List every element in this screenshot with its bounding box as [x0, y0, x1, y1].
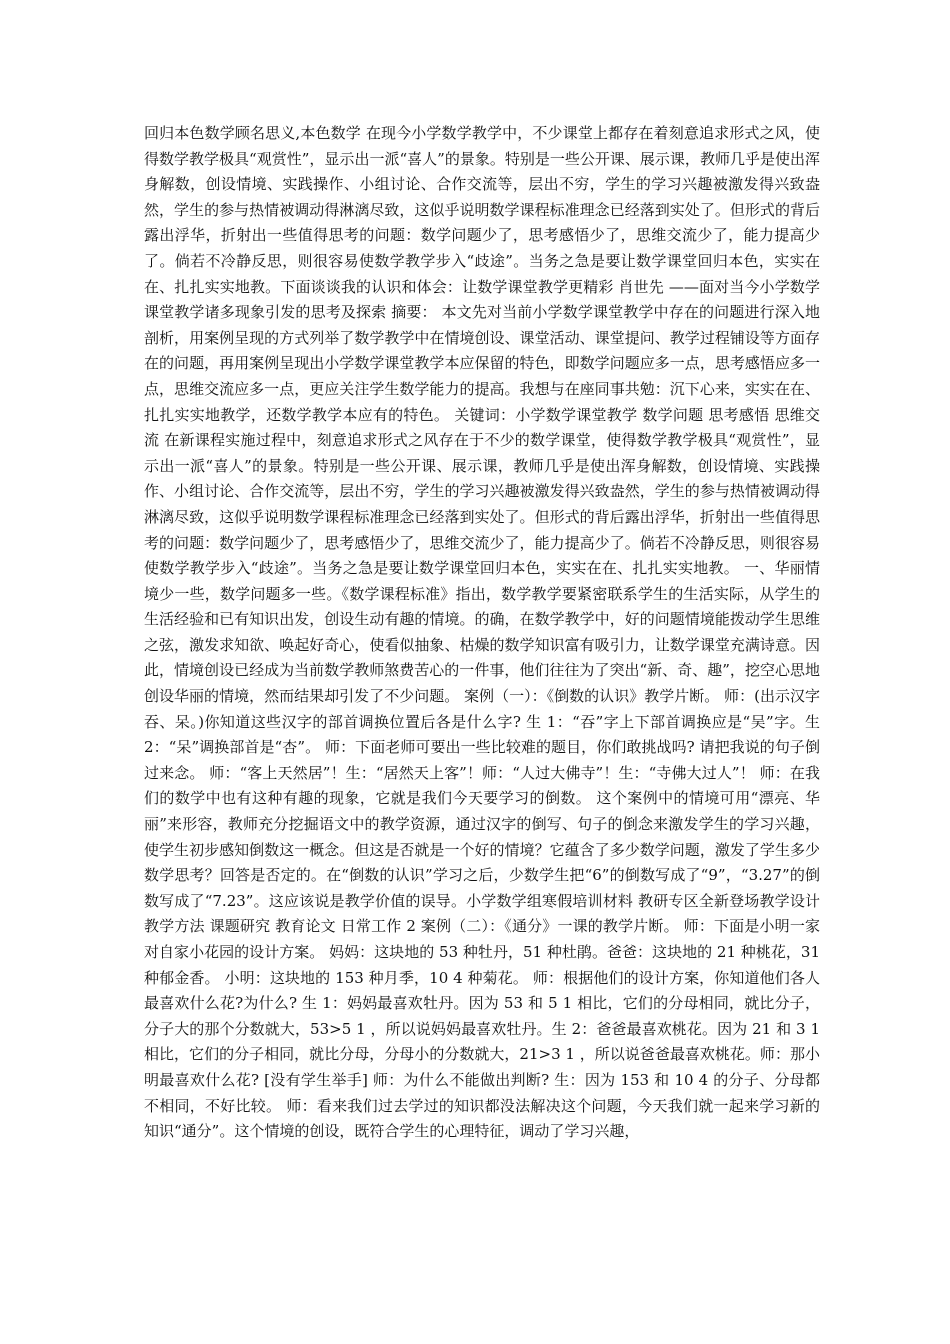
body-paragraph: 回归本色数学顾名思义,本色数学 在现今小学数学教学中，不少课堂上都存在着刻意追求形式之风，使得数学教学极具“观赏性”，显示出一派“喜人”的景象。特别是一些公开课、展示课，教师几乎是使出浑身解数，创设情境、实践操作、小组讨论、合作交流等，层出不穷，学生的学习兴趣被激发得兴致盎然，学生的参与热情被调动得淋漓尽致，这似乎说明数学课程标准理念已经落到实处了。但形式的背后露出浮华，折射出一些值得思考的问题：数学问题少了，思考感悟少了，思维交流少了，能力提高少了。倘若不冷静反思，则很容易使数学教学步入“歧途”。当务之急是要让数学课堂回归本色，实实在在、扎扎实实地教。下面谈谈我的认识和体会：让数学课堂教学更精彩 肖世先 ——面对当今小学数学课堂教学诸多现象引发的思考及探索 摘要： 本文先对当前小学数学课堂教学中存在的问题进行深入地剖析，用案例呈现的方式列举了数学教学中在情境创设、课堂活动、课堂提问、教学过程铺设等方面存在的问题，再用案例呈现出小学数学课堂教学本应保留的特色，即数学问题应多一点，思考感悟应多一点，思维交流应多一点，更应关注学生数学能力的提高。我想与在座同事共勉：沉下心来，实实在在、扎扎实实地教学，还数学教学本应有的特色。 关键词：小学数学课堂教学 数学问题 思考感悟 思维交流 在新课程实施过程中，刻意追求形式之风存在于不少的数学课堂，使得数学教学极具“观赏性”，显示出一派“喜人”的景象。特别是一些公开课、展示课，教师几乎是使出浑身解数，创设情境、实践操作、小组讨论、合作交流等，层出不穷，学生的学习兴趣被激发得兴致盎然，学生的参与热情被调动得淋漓尽致，这似乎说明数学课程标准理念已经落到实处了。但形式的背后露出浮华，折射出一些值得思考的问题：数学问题少了，思考感悟少了，思维交流少了，能力提高少了。倘若不冷静反思，则很容易使数学教学步入“歧途”。当务之急是要让数学课堂回归本色，实实在在、扎扎实实地教。 一、华丽情境少一些，数学问题多一些。《数学课程标准》指出，数学教学要紧密联系学生的生活实际，从学生的生活经验和已有知识出发，创设生动有趣的情境。的确，在数学教学中，好的问题情境能拨动学生思维之弦，激发求知欲、唤起好奇心，使看似抽象、枯燥的数学知识富有吸引力，让数学课堂充满诗意。因此，情境创设已经成为当前数学教师煞费苦心的一件事，他们往往为了突出“新、奇、趣”，挖空心思地创设华丽的情境，然而结果却引发了不少问题。 案例（一）：《倒数的认识》教学片断。 师：(出示汉字吞、呆。)你知道这些汉字的部首调换位置后各是什么字? 生 1：“吞”字上下部首调换应是“吴”字。生 2：“呆”调换部首是“杏”。 师：下面老师可要出一些比较难的题目，你们敢挑战吗? 请把我说的句子倒过来念。 师：“客上天然居”！生：“居然天上客”！师：“人过大佛寺”！生：“寺佛大过人”！ 师：在我们的数学中也有这种有趣的现象，它就是我们今天要学习的倒数。 这个案例中的情境可用“漂亮、华丽”来形容，教师充分挖掘语文中的教学资源，通过汉字的倒写、句子的倒念来激发学生的学习兴趣，使学生初步感知倒数这一概念。但这是否就是一个好的情境？它蕴含了多少数学问题，激发了学生多少数学思考？回答是否定的。在“倒数的认识”学习之后，少数学生把“6”的倒数写成了“9”，“3.27”的倒数写成了“7.23”。这应该说是教学价值的误导。小学数学组寒假培训材料 教研专区全新登场教学设计 教学方法 课题研究 教育论文 日常工作 2 案例（二）：《通分》一课的教学片断。 师：下面是小明一家对自家小花园的设计方案。 妈妈：这块地的 53 种牡丹，51 种杜鹃。爸爸：这块地的 21 种桃花，31 种郁金香。 小明：这块地的 153 种月季，10 4 种菊花。 师：根据他们的设计方案，你知道他们各人最喜欢什么花?为什么? 生 1：妈妈最喜欢牡丹。因为 53 和 5 1 相比，它们的分母相同，就比分子，分子大的那个分数就大，53>5 1 ，所以说妈妈最喜欢牡丹。生 2：爸爸最喜欢桃花。因为 21 和 3 1 相比，它们的分子相同，就比分母，分母小的分数就大，21>3 1 ，所以说爸爸最喜欢桃花。师：那小明最喜欢什么花? [没有学生举手] 师：为什么不能做出判断? 生：因为 153 和 10 4 的分子、分母都不相同，不好比较。 师：看来我们过去学过的知识都没法解决这个问题，今天我们就一起来学习新的知识“通分”。这个情境的创设，既符合学生的心理特征，调动了学习兴趣，	[144, 124, 820, 1141]
